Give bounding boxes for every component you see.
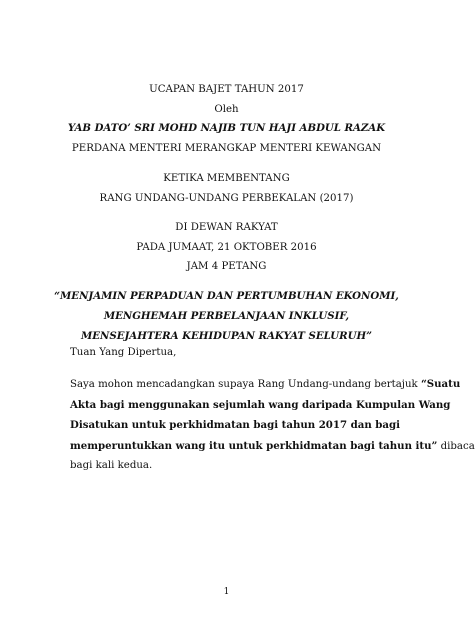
paragraph-line-1: Saya mohon mencadangkan supaya Rang Undang-undang bertajuk “Suatu — [70, 378, 461, 390]
date: PADA JUMAAT, 21 OKTOBER 2016 — [136, 242, 317, 253]
salutation-block — [70, 343, 385, 364]
by-label: Oleh — [214, 104, 239, 115]
occasion-line-1: KETIKA MEMBENTANG — [163, 173, 290, 184]
page-number: 1 — [223, 587, 230, 597]
occasion-line-2: RANG UNDANG-UNDANG PERBEKALAN (2017) — [99, 193, 354, 204]
motion-paragraph — [70, 374, 475, 477]
theme-line-3: MENSEJAHTERA KEHIDUPAN RAKYAT SELURUH” — [81, 330, 372, 342]
theme-line-2: MENGHEMAH PERBELANJAAN INKLUSIF, — [103, 310, 350, 322]
paragraph-line-5: bagi kali kedua. — [70, 460, 153, 471]
theme-line-1: “MENJAMIN PERPADUAN DAN PERTUMBUHAN EKONOMI, — [54, 290, 399, 302]
paragraph-line-4: memperuntukkan wang itu untuk perkhidmatan bagi tahun itu” dibaca — [70, 439, 475, 452]
speaker-name: YAB DATO’ SRI MOHD NAJIB TUN HAJI ABDUL RAZAK — [67, 122, 386, 134]
speech-title: UCAPAN BAJET TAHUN 2017 — [149, 84, 304, 95]
salutation: Tuan Yang Dipertua, — [70, 347, 177, 358]
speaker-position: PERDANA MENTERI MERANGKAP MENTERI KEWANGAN — [71, 143, 382, 154]
time: JAM 4 PETANG — [186, 261, 267, 272]
venue: DI DEWAN RAKYAT — [175, 222, 278, 233]
paragraph-line-2: Akta bagi menggunakan sejumlah wang daripada Kumpulan Wang — [70, 398, 451, 411]
paragraph-line-3: Disatukan untuk perkhidmatan bagi tahun 2017 dan bagi — [70, 419, 401, 431]
